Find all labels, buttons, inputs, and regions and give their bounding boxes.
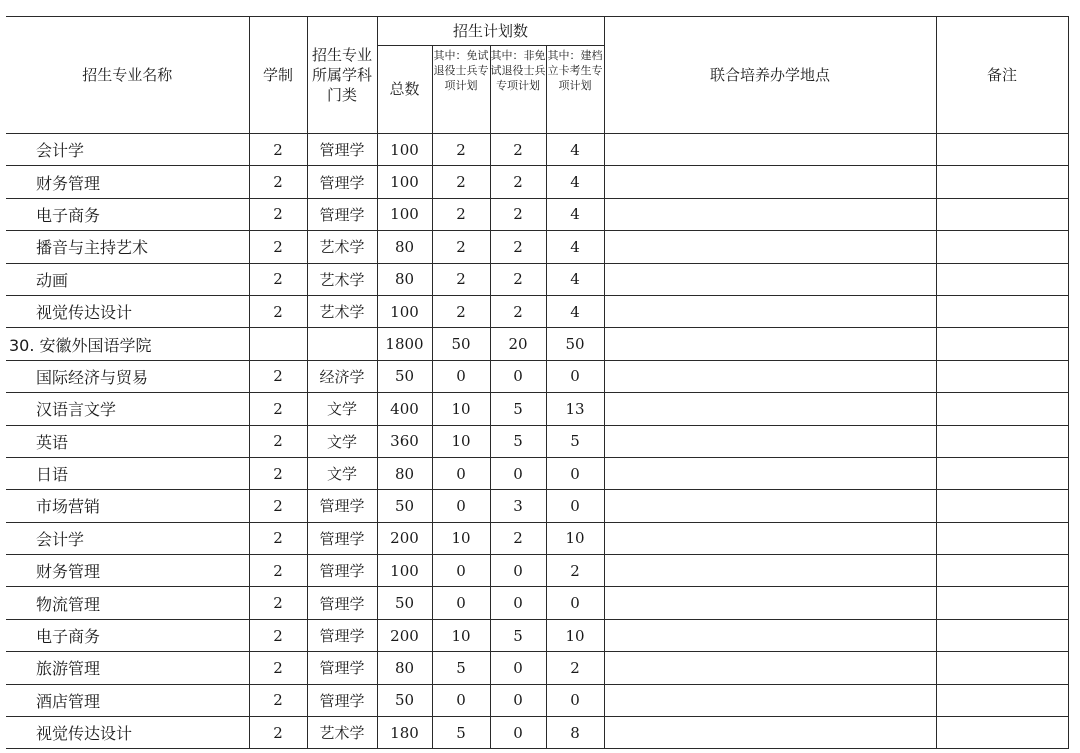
- cell-veteran-non-exempt: 3: [490, 490, 546, 522]
- cell-discipline: 管理学: [307, 555, 377, 587]
- cell-major-name: 播音与主持艺术: [6, 231, 249, 263]
- cell-major-name: 视觉传达设计: [6, 295, 249, 327]
- cell-total: 50: [377, 587, 432, 619]
- cell-veteran-non-exempt: 2: [490, 263, 546, 295]
- cell-joint-location: [604, 263, 936, 295]
- cell-veteran-exempt: 0: [432, 457, 490, 489]
- table-row: [6, 425, 1068, 457]
- cell-major-name: 会计学: [6, 522, 249, 554]
- cell-veteran-non-exempt: 0: [490, 684, 546, 716]
- table-row: [6, 198, 1068, 230]
- cell-duration: 2: [249, 393, 307, 425]
- cell-joint-location: [604, 231, 936, 263]
- cell-veteran-non-exempt: 2: [490, 166, 546, 198]
- cell-remarks: [936, 360, 1068, 392]
- cell-poverty: 4: [546, 231, 604, 263]
- cell-discipline: 管理学: [307, 490, 377, 522]
- cell-major-name: 汉语言文学: [6, 393, 249, 425]
- cell-discipline: 艺术学: [307, 295, 377, 327]
- header-veteran-exempt: 其中：免试退役士兵专项计划: [432, 46, 490, 134]
- cell-discipline: 管理学: [307, 652, 377, 684]
- cell-remarks: [936, 425, 1068, 457]
- cell-poverty: 0: [546, 360, 604, 392]
- cell-discipline: 管理学: [307, 134, 377, 166]
- cell-total: 100: [377, 555, 432, 587]
- cell-total: 80: [377, 231, 432, 263]
- cell-total: 80: [377, 652, 432, 684]
- cell-joint-location: [604, 587, 936, 619]
- cell-veteran-non-exempt: 5: [490, 619, 546, 651]
- table-row: [6, 360, 1068, 392]
- cell-veteran-exempt: 2: [432, 198, 490, 230]
- cell-poverty: 13: [546, 393, 604, 425]
- table-row: [6, 717, 1068, 749]
- cell-veteran-exempt: 0: [432, 360, 490, 392]
- cell-remarks: [936, 555, 1068, 587]
- cell-veteran-exempt: 10: [432, 425, 490, 457]
- header-total: 总数: [377, 46, 432, 134]
- cell-major-name: 财务管理: [6, 555, 249, 587]
- cell-joint-location: [604, 328, 936, 360]
- table-row: [6, 457, 1068, 489]
- cell-veteran-non-exempt: 0: [490, 717, 546, 749]
- header-major-name: 招生专业名称: [6, 17, 249, 134]
- cell-major-name: 30. 安徽外国语学院: [6, 328, 249, 360]
- cell-duration: 2: [249, 425, 307, 457]
- table-row: [6, 684, 1068, 716]
- cell-total: 200: [377, 619, 432, 651]
- table-row: [6, 263, 1068, 295]
- cell-discipline: 管理学: [307, 684, 377, 716]
- cell-discipline: 管理学: [307, 166, 377, 198]
- cell-poverty: 10: [546, 619, 604, 651]
- table-row: [6, 587, 1068, 619]
- cell-remarks: [936, 717, 1068, 749]
- table-row: [6, 555, 1068, 587]
- cell-poverty: 0: [546, 587, 604, 619]
- cell-joint-location: [604, 652, 936, 684]
- cell-poverty: 2: [546, 555, 604, 587]
- cell-veteran-non-exempt: 20: [490, 328, 546, 360]
- cell-remarks: [936, 134, 1068, 166]
- cell-poverty: 0: [546, 457, 604, 489]
- cell-remarks: [936, 587, 1068, 619]
- cell-poverty: 10: [546, 522, 604, 554]
- table-row: [6, 522, 1068, 554]
- cell-total: 180: [377, 717, 432, 749]
- table-row: [6, 393, 1068, 425]
- cell-duration: 2: [249, 555, 307, 587]
- cell-duration: 2: [249, 717, 307, 749]
- header-duration: 学制: [249, 17, 307, 134]
- cell-veteran-exempt: 10: [432, 522, 490, 554]
- cell-duration: 2: [249, 522, 307, 554]
- cell-major-name: 国际经济与贸易: [6, 360, 249, 392]
- cell-joint-location: [604, 717, 936, 749]
- cell-remarks: [936, 684, 1068, 716]
- cell-total: 80: [377, 263, 432, 295]
- header-plan-group: 招生计划数: [377, 17, 604, 46]
- cell-major-name: 会计学: [6, 134, 249, 166]
- table-row: [6, 231, 1068, 263]
- table-row: [6, 619, 1068, 651]
- cell-major-name: 日语: [6, 457, 249, 489]
- cell-veteran-non-exempt: 0: [490, 652, 546, 684]
- cell-major-name: 酒店管理: [6, 684, 249, 716]
- cell-veteran-non-exempt: 0: [490, 555, 546, 587]
- cell-major-name: 动画: [6, 263, 249, 295]
- cell-poverty: 4: [546, 295, 604, 327]
- cell-remarks: [936, 393, 1068, 425]
- cell-discipline: 文学: [307, 457, 377, 489]
- cell-duration: 2: [249, 360, 307, 392]
- cell-veteran-exempt: 0: [432, 555, 490, 587]
- table-row: [6, 166, 1068, 198]
- cell-joint-location: [604, 457, 936, 489]
- cell-remarks: [936, 198, 1068, 230]
- cell-total: 200: [377, 522, 432, 554]
- cell-veteran-exempt: 0: [432, 684, 490, 716]
- cell-remarks: [936, 652, 1068, 684]
- cell-veteran-non-exempt: 5: [490, 393, 546, 425]
- cell-joint-location: [604, 198, 936, 230]
- cell-discipline: 管理学: [307, 522, 377, 554]
- cell-discipline: [307, 328, 377, 360]
- cell-remarks: [936, 231, 1068, 263]
- cell-major-name: 视觉传达设计: [6, 717, 249, 749]
- cell-veteran-exempt: 10: [432, 619, 490, 651]
- cell-poverty: 0: [546, 684, 604, 716]
- cell-poverty: 4: [546, 166, 604, 198]
- cell-major-name: 财务管理: [6, 166, 249, 198]
- cell-remarks: [936, 619, 1068, 651]
- cell-total: 50: [377, 684, 432, 716]
- cell-veteran-exempt: 2: [432, 166, 490, 198]
- table-row: [6, 652, 1068, 684]
- header-joint-location: 联合培养办学地点: [604, 17, 936, 134]
- cell-veteran-exempt: 50: [432, 328, 490, 360]
- cell-poverty: 4: [546, 198, 604, 230]
- cell-veteran-non-exempt: 2: [490, 295, 546, 327]
- cell-duration: [249, 328, 307, 360]
- cell-joint-location: [604, 522, 936, 554]
- cell-poverty: 50: [546, 328, 604, 360]
- cell-veteran-exempt: 2: [432, 231, 490, 263]
- cell-joint-location: [604, 684, 936, 716]
- cell-veteran-non-exempt: 2: [490, 231, 546, 263]
- cell-veteran-exempt: 10: [432, 393, 490, 425]
- cell-veteran-exempt: 2: [432, 134, 490, 166]
- cell-duration: 2: [249, 295, 307, 327]
- cell-duration: 2: [249, 457, 307, 489]
- cell-major-name: 电子商务: [6, 198, 249, 230]
- cell-duration: 2: [249, 263, 307, 295]
- cell-duration: 2: [249, 619, 307, 651]
- cell-duration: 2: [249, 684, 307, 716]
- cell-duration: 2: [249, 166, 307, 198]
- cell-veteran-non-exempt: 2: [490, 198, 546, 230]
- table-row: [6, 490, 1068, 522]
- cell-total: 50: [377, 490, 432, 522]
- header-discipline: 招生专业所属学科门类: [307, 17, 377, 134]
- cell-joint-location: [604, 490, 936, 522]
- cell-total: 1800: [377, 328, 432, 360]
- cell-remarks: [936, 263, 1068, 295]
- cell-joint-location: [604, 166, 936, 198]
- cell-major-name: 市场营销: [6, 490, 249, 522]
- cell-veteran-non-exempt: 0: [490, 360, 546, 392]
- cell-major-name: 旅游管理: [6, 652, 249, 684]
- cell-major-name: 英语: [6, 425, 249, 457]
- header-poverty: 其中：建档立卡考生专项计划: [546, 46, 604, 134]
- cell-total: 100: [377, 198, 432, 230]
- cell-duration: 2: [249, 231, 307, 263]
- cell-joint-location: [604, 619, 936, 651]
- cell-duration: 2: [249, 490, 307, 522]
- cell-duration: 2: [249, 198, 307, 230]
- cell-joint-location: [604, 295, 936, 327]
- cell-discipline: 文学: [307, 425, 377, 457]
- cell-discipline: 艺术学: [307, 717, 377, 749]
- cell-veteran-non-exempt: 0: [490, 587, 546, 619]
- cell-poverty: 8: [546, 717, 604, 749]
- cell-veteran-exempt: 5: [432, 652, 490, 684]
- cell-joint-location: [604, 360, 936, 392]
- cell-discipline: 管理学: [307, 587, 377, 619]
- cell-discipline: 艺术学: [307, 263, 377, 295]
- table-header: [6, 17, 1068, 134]
- cell-discipline: 管理学: [307, 198, 377, 230]
- cell-veteran-non-exempt: 0: [490, 457, 546, 489]
- cell-total: 100: [377, 134, 432, 166]
- table-body: [6, 134, 1068, 749]
- cell-major-name: 电子商务: [6, 619, 249, 651]
- cell-remarks: [936, 295, 1068, 327]
- cell-poverty: 4: [546, 263, 604, 295]
- cell-veteran-non-exempt: 5: [490, 425, 546, 457]
- cell-joint-location: [604, 134, 936, 166]
- cell-discipline: 管理学: [307, 619, 377, 651]
- institution-row: [6, 328, 1068, 360]
- cell-remarks: [936, 328, 1068, 360]
- cell-major-name: 物流管理: [6, 587, 249, 619]
- cell-veteran-exempt: 0: [432, 587, 490, 619]
- cell-duration: 2: [249, 587, 307, 619]
- cell-remarks: [936, 457, 1068, 489]
- cell-discipline: 艺术学: [307, 231, 377, 263]
- cell-veteran-non-exempt: 2: [490, 134, 546, 166]
- cell-veteran-exempt: 0: [432, 490, 490, 522]
- enrollment-plan-table: [6, 16, 1069, 749]
- cell-total: 50: [377, 360, 432, 392]
- cell-poverty: 0: [546, 490, 604, 522]
- cell-joint-location: [604, 393, 936, 425]
- cell-duration: 2: [249, 652, 307, 684]
- cell-veteran-exempt: 2: [432, 263, 490, 295]
- cell-discipline: 文学: [307, 393, 377, 425]
- cell-veteran-exempt: 2: [432, 295, 490, 327]
- cell-joint-location: [604, 425, 936, 457]
- cell-veteran-non-exempt: 2: [490, 522, 546, 554]
- cell-total: 80: [377, 457, 432, 489]
- header-veteran-non-exempt: 其中：非免试退役士兵专项计划: [490, 46, 546, 134]
- cell-remarks: [936, 490, 1068, 522]
- cell-total: 360: [377, 425, 432, 457]
- cell-joint-location: [604, 555, 936, 587]
- cell-poverty: 5: [546, 425, 604, 457]
- cell-total: 100: [377, 166, 432, 198]
- cell-poverty: 2: [546, 652, 604, 684]
- cell-total: 100: [377, 295, 432, 327]
- cell-remarks: [936, 166, 1068, 198]
- table-row: [6, 134, 1068, 166]
- cell-discipline: 经济学: [307, 360, 377, 392]
- cell-veteran-exempt: 5: [432, 717, 490, 749]
- header-remarks: 备注: [936, 17, 1068, 134]
- cell-duration: 2: [249, 134, 307, 166]
- cell-poverty: 4: [546, 134, 604, 166]
- cell-total: 400: [377, 393, 432, 425]
- table-row: [6, 295, 1068, 327]
- cell-remarks: [936, 522, 1068, 554]
